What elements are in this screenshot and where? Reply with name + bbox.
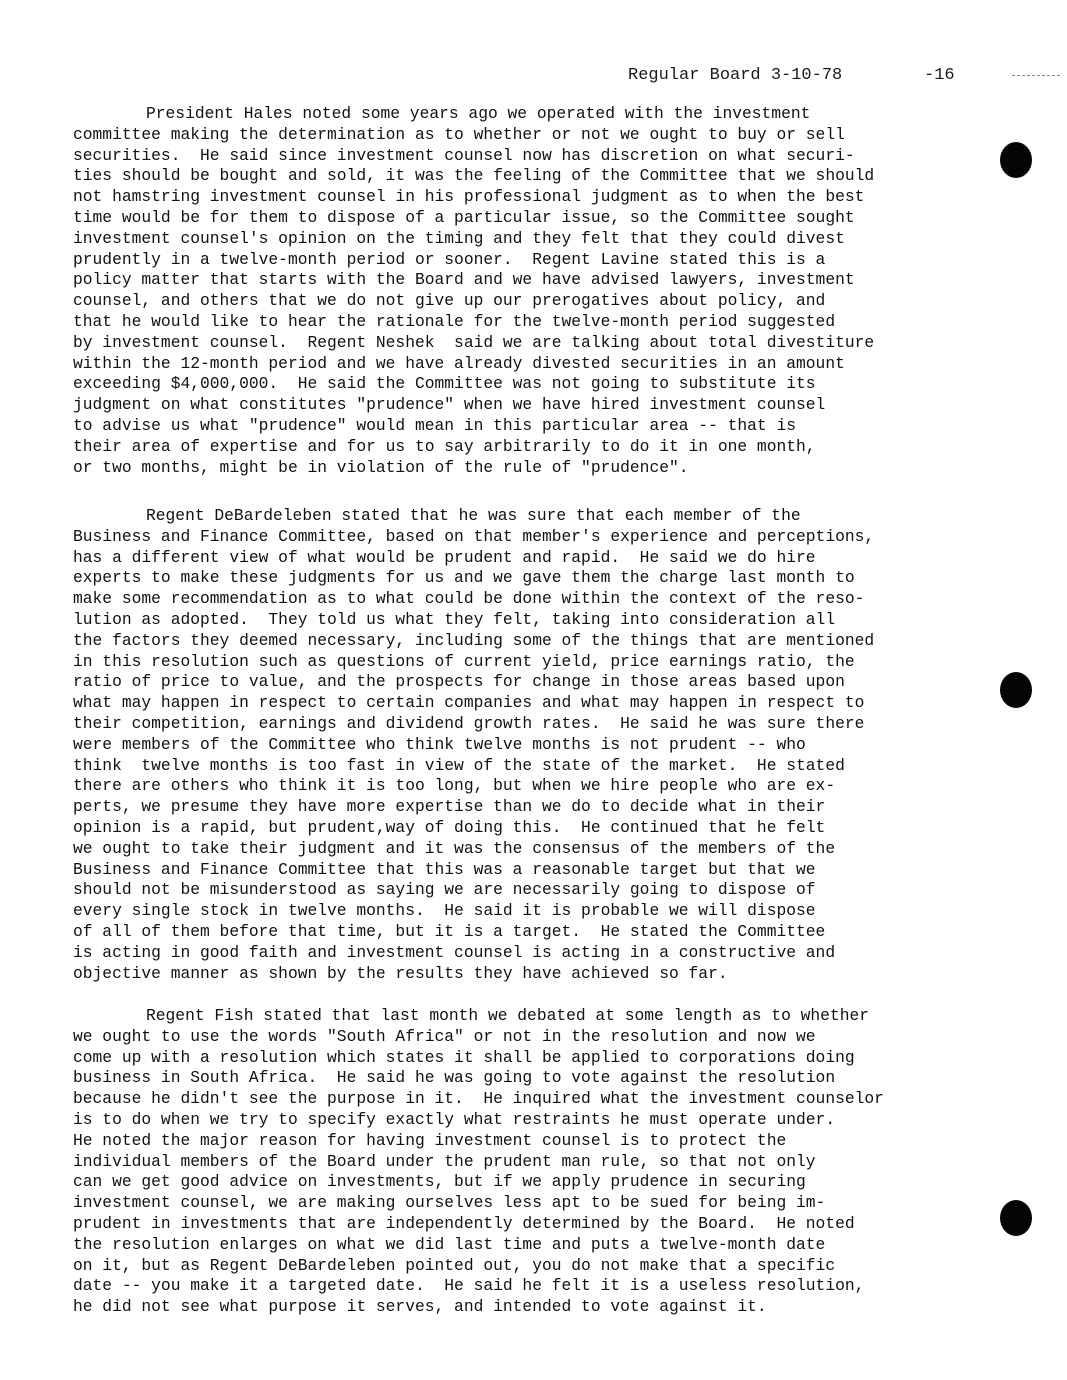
text-line: date -- you make it a targeted date. He said he felt it is a useless resolution, <box>73 1276 865 1296</box>
text-line: because he didn't see the purpose in it. He inquired what the investment counselor <box>73 1089 884 1109</box>
text-line: to advise us what "prudence" would mean in this particular area -- that is <box>73 415 797 435</box>
text-line: lution as adopted. They told us what they felt, taking into consideration all <box>73 609 836 629</box>
text-line: has a different view of what would be prudent and rapid. He said we do hire <box>73 547 816 567</box>
text-line: were members of the Committee who think twelve months is not prudent -- who <box>73 734 806 754</box>
text-line: within the 12-month period and we have already divested securities in an amount <box>73 353 845 373</box>
text-line: the factors they deemed necessary, including some of the things that are mentioned <box>73 630 875 650</box>
text-line: exceeding $4,000,000. He said the Committee was not going to substitute its <box>73 374 816 394</box>
binder-hole <box>1000 1200 1032 1236</box>
paragraph-fish <box>73 1006 943 1318</box>
paragraph-hales <box>73 104 943 478</box>
text-line: think twelve months is too fast in view of the state of the market. He stated <box>73 755 845 775</box>
text-line: investment counsel's opinion on the timing and they felt that they could divest <box>73 228 845 248</box>
text-line: experts to make these judgments for us and we gave them the charge last month to <box>73 568 855 588</box>
text-line: by investment counsel. Regent Neshek said we are talking about total divestiture <box>73 332 875 352</box>
text-line: can we get good advice on investments, but if we apply prudence in securing <box>73 1172 806 1192</box>
text-line: objective manner as shown by the results they have achieved so far. <box>73 963 728 983</box>
text-line: Regent DeBardeleben stated that he was sure that each member of the <box>146 506 801 525</box>
text-line: come up with a resolution which states it shall be applied to corporations doing <box>73 1047 855 1067</box>
text-line: individual members of the Board under the prudent man rule, so that not only <box>73 1151 816 1171</box>
text-line: policy matter that starts with the Board and we have advised lawyers, investment <box>73 270 855 290</box>
text-line: he did not see what purpose it serves, and intended to vote against it. <box>73 1297 767 1317</box>
text-line: business in South Africa. He said he was going to vote against the resolution <box>73 1068 836 1088</box>
text-line: He noted the major reason for having investment counsel is to protect the <box>73 1130 787 1150</box>
text-line: of all of them before that time, but it is a target. He stated the Committee <box>73 921 826 941</box>
text-line: is acting in good faith and investment counsel is acting in a constructive and <box>73 942 836 962</box>
header-title: Regular Board 3-10-78 <box>628 66 843 85</box>
text-line: their competition, earnings and dividend growth rates. He said he was sure there <box>73 713 865 733</box>
text-line: judgment on what constitutes "prudence" when we have hired investment counsel <box>73 395 826 415</box>
text-line: prudently in a twelve-month period or sooner. Regent Lavine stated this is a <box>73 249 826 269</box>
text-line: in this resolution such as questions of current yield, price earnings ratio, the <box>73 651 855 671</box>
page-header <box>628 66 958 94</box>
text-line: Business and Finance Committee that this was a reasonable target but that we <box>73 859 816 879</box>
text-line: their area of expertise and for us to say arbitrarily to do it in one month, <box>73 436 816 456</box>
text-line: President Hales noted some years ago we operated with the investment <box>146 104 811 123</box>
text-line: not hamstring investment counsel in his professional judgment as to when the best <box>73 187 865 207</box>
binder-hole <box>1000 672 1032 708</box>
scan-mark <box>1012 75 1060 78</box>
text-line: counsel, and others that we do not give up our prerogatives about policy, and <box>73 291 826 311</box>
text-line: ratio of price to value, and the prospects for change in those areas based upon <box>73 672 845 692</box>
text-line: on it, but as Regent DeBardeleben pointed out, you do not make that a specific <box>73 1255 836 1275</box>
text-line: Business and Finance Committee, based on that member's experience and perceptions, <box>73 526 875 546</box>
text-line: or two months, might be in violation of the rule of "prudence". <box>73 457 689 477</box>
text-line: the resolution enlarges on what we did last time and puts a twelve-month date <box>73 1234 826 1254</box>
text-line: investment counsel, we are making ourselves less apt to be sued for being im- <box>73 1193 826 1213</box>
text-line: securities. He said since investment counsel now has discretion on what securi- <box>73 145 855 165</box>
binder-hole <box>1000 142 1032 178</box>
page-number: -16 <box>924 66 955 85</box>
paragraph-debardeleben <box>73 506 943 984</box>
text-line: Regent Fish stated that last month we debated at some length as to whether <box>146 1006 870 1025</box>
text-line: should not be misunderstood as saying we are necessarily going to dispose of <box>73 880 816 900</box>
text-line: time would be for them to dispose of a particular issue, so the Committee sought <box>73 207 855 227</box>
text-line: ties should be bought and sold, it was the feeling of the Committee that we should <box>73 166 875 186</box>
text-line: that he would like to hear the rationale for the twelve-month period suggested <box>73 311 836 331</box>
text-line: every single stock in twelve months. He said it is probable we will dispose <box>73 901 816 921</box>
text-line: perts, we presume they have more expertise than we do to decide what in their <box>73 797 826 817</box>
text-line: prudent in investments that are independently determined by the Board. He noted <box>73 1213 855 1233</box>
text-line: we ought to take their judgment and it was the consensus of the members of the <box>73 838 836 858</box>
text-line: what may happen in respect to certain companies and what may happen in respect to <box>73 693 865 713</box>
text-line: opinion is a rapid, but prudent,way of doing this. He continued that he felt <box>73 817 826 837</box>
text-line: we ought to use the words "South Africa" or not in the resolution and now we <box>73 1026 816 1046</box>
text-line: there are others who think it is too long, but when we hire people who are ex- <box>73 776 836 796</box>
text-line: committee making the determination as to whether or not we ought to buy or sell <box>73 124 845 144</box>
text-line: is to do when we try to specify exactly what restraints he must operate under. <box>73 1109 836 1129</box>
text-line: make some recommendation as to what could be done within the context of the reso- <box>73 589 865 609</box>
